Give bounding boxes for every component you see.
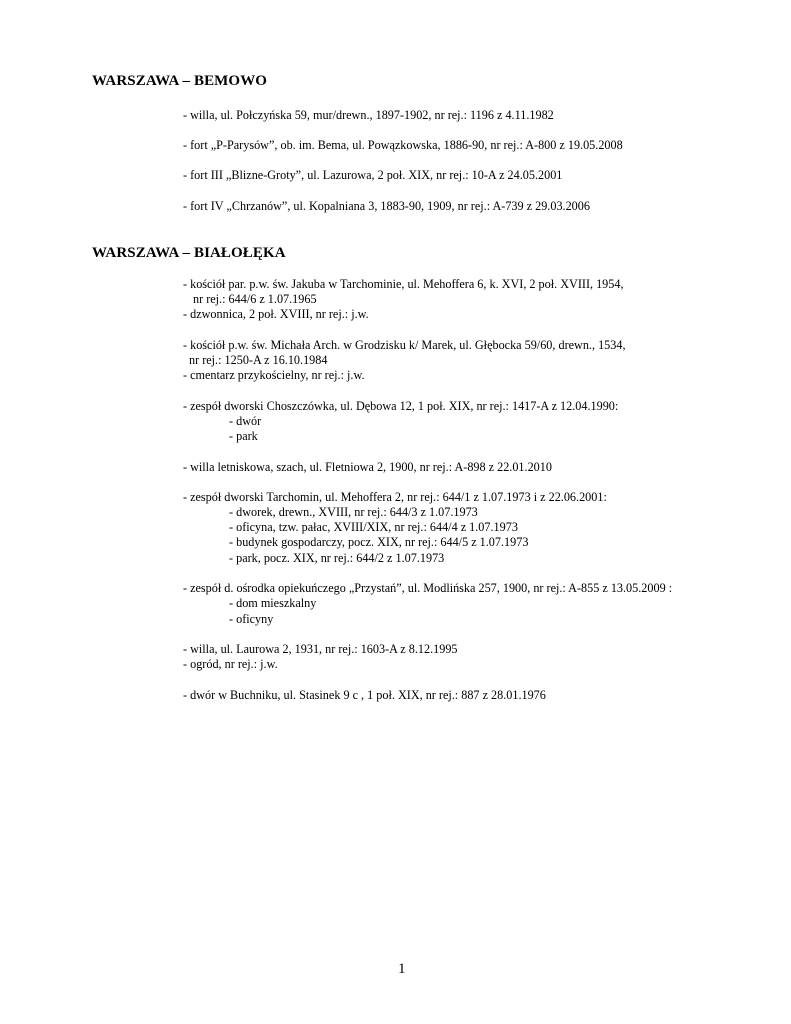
entry-line: - cmentarz przykościelny, nr rej.: j.w. (183, 368, 365, 382)
entry-line: - dwór w Buchniku, ul. Stasinek 9 c , 1 poł. XIX, nr rej.: 887 z 28.01.1976 (183, 688, 546, 702)
sub-entry-line: - park, pocz. XIX, nr rej.: 644/2 z 1.07.1973 (229, 551, 445, 565)
sub-entry-line: - oficyna, tzw. pałac, XVIII/XIX, nr rej.: 644/4 z 1.07.1973 (229, 520, 518, 534)
section-heading-bialoleka: WARSZAWA – BIAŁOŁĘKA (92, 245, 286, 261)
entry-line: - fort IV „Chrzanów”, ul. Kopalniana 3, 1883-90, 1909, nr rej.: A-739 z 29.03.2006 (183, 199, 590, 213)
page-number: 1 (398, 961, 406, 977)
sub-entry-line: - dom mieszkalny (229, 596, 317, 610)
entry-line: - zespół d. ośrodka opiekuńczego „Przystań”, ul. Modlińska 257, 1900, nr rej.: A-855 z 13.05.2009 : (183, 581, 673, 595)
section-heading-bemowo: WARSZAWA – BEMOWO (92, 73, 268, 89)
sub-entry-line: - park (229, 429, 258, 443)
entry-line: - willa letniskowa, szach, ul. Fletniowa 2, 1900, nr rej.: A-898 z 22.01.2010 (183, 460, 552, 474)
entry-line-continuation: nr rej.: 644/6 z 1.07.1965 (193, 292, 317, 306)
entry-line: - dzwonnica, 2 poł. XVIII, nr rej.: j.w. (183, 307, 369, 321)
entry-line: - zespół dworski Choszczówka, ul. Dębowa 12, 1 poł. XIX, nr rej.: 1417-A z 12.04.1990: (183, 399, 619, 413)
entry-line: - kościół par. p.w. św. Jakuba w Tarchominie, ul. Mehoffera 6, k. XVI, 2 poł. XVIII, 1954, (183, 277, 624, 291)
entry-line: - willa, ul. Laurowa 2, 1931, nr rej.: 1603-A z 8.12.1995 (183, 642, 458, 656)
sub-entry-line: - dworek, drewn., XVIII, nr rej.: 644/3 z 1.07.1973 (229, 505, 478, 519)
entry-line: - fort „P-Parysów”, ob. im. Bema, ul. Powązkowska, 1886-90, nr rej.: A-800 z 19.05.2008 (183, 138, 623, 152)
entry-line: - ogród, nr rej.: j.w. (183, 657, 278, 671)
entry-line: - kościół p.w. św. Michała Arch. w Grodzisku k/ Marek, ul. Głębocka 59/60, drewn., 1534, (183, 338, 626, 352)
sub-entry-line: - dwór (229, 414, 262, 428)
entry-line: - fort III „Blizne-Groty”, ul. Lazurowa, 2 poł. XIX, nr rej.: 10-A z 24.05.2001 (183, 168, 563, 182)
entry-line: - zespół dworski Tarchomin, ul. Mehoffera 2, nr rej.: 644/1 z 1.07.1973 i z 22.06.2001: (183, 490, 607, 504)
sub-entry-line: - budynek gospodarczy, pocz. XIX, nr rej.: 644/5 z 1.07.1973 (229, 535, 529, 549)
entry-line-continuation: nr rej.: 1250-A z 16.10.1984 (189, 353, 328, 367)
entry-line: - willa, ul. Połczyńska 59, mur/drewn., 1897-1902, nr rej.: 1196 z 4.11.1982 (183, 108, 554, 122)
sub-entry-line: - oficyny (229, 612, 274, 626)
